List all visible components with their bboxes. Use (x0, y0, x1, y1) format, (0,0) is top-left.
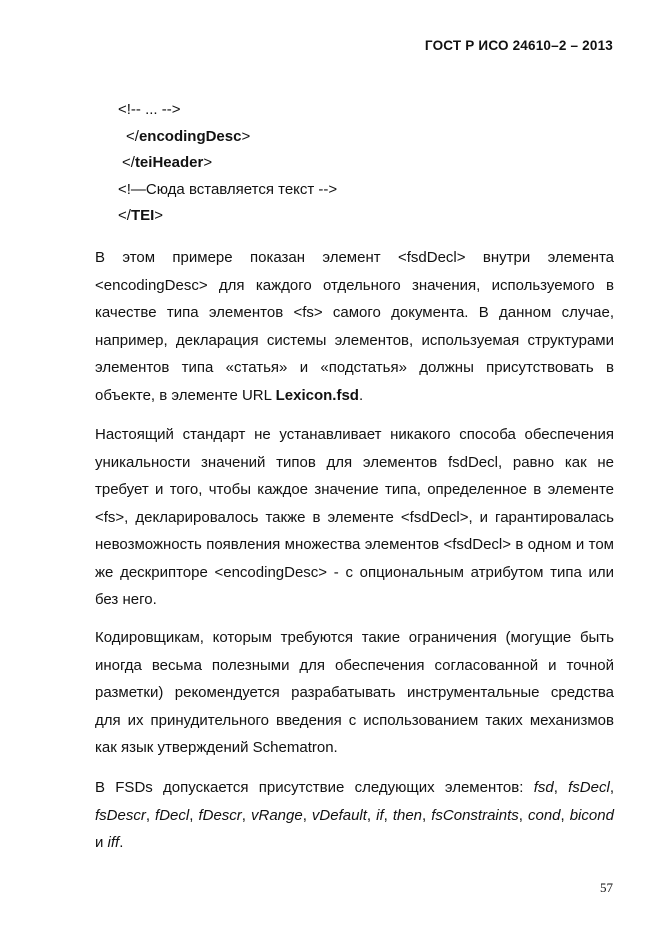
lexicon-file-name: Lexicon.fsd (275, 386, 359, 404)
code-bracket: > (241, 128, 251, 145)
element-name: fDecl (155, 806, 190, 824)
element-name: fDescr (198, 806, 242, 824)
paragraph-fsd-elements: В FSDs допускается присутствие следующих элементов: fsd, fsDecl, fsDescr, fDecl, fDescr, vRange, vDefault, if, then, fsConstraints, cond, bicond и iff. (95, 779, 614, 851)
element-name: fsDecl (568, 779, 610, 796)
element-name: iff (107, 834, 120, 851)
code-bracket: </ (126, 128, 139, 145)
code-line-comment: <!-- ... --> (118, 101, 181, 118)
code-line-tei-close (118, 206, 163, 226)
element-name: fsd (533, 779, 554, 796)
element-name: vRange (250, 806, 303, 824)
paragraph-uniqueness: Настоящий стандарт не устанавливает никакого способа обеспечения уникальности значений типов для элементов fsdDecl, равно как не требует и того, чтобы каждое значение типа, определенное в элементе <fs>, декларировалось также в элементе <fsdDecl>, и гарантировалась невозможность появления множества элементов <fsdDecl> в одном и том же дескрипторе <encodingDesc> - с опциональным атрибутом типа или без него. (95, 426, 614, 608)
code-line-text-comment: <!—Сюда вставляется текст --> (118, 181, 338, 198)
element-name: fsConstraints (431, 806, 519, 824)
document-header: ГОСТ Р ИСО 24610–2 – 2013 (424, 38, 613, 53)
code-bracket: </ (118, 207, 131, 224)
code-bracket: </ (122, 154, 135, 171)
code-bracket: > (203, 154, 213, 171)
paragraph-encoders: Кодировщикам, которым требуются такие ограничения (могущие быть иногда весьма полезными для обеспечения согласованной и точной разметки) рекомендуется разрабатывать инструментальные средства для их принудительного введения с использованием таких механизмов как язык утверждений Schematron. (95, 629, 614, 756)
element-name: if (376, 806, 384, 824)
element-name: cond (527, 806, 561, 824)
paragraph-fsddecl-example: В этом примере показан элемент <fsdDecl> внутри элемента <encodingDesc> для каждого отдельного значения, используемого в качестве типа элементов <fs> самого документа. В данном случае, например, декларация системы элементов, используемая структурами элементов типа «статья» и «подстатья» должны присутствовать в объекте, в элементе URL Lexicon.fsd. (95, 249, 614, 404)
element-name: then (392, 806, 423, 824)
code-tag-name: TEI (130, 207, 155, 224)
code-line-teiheader-close (122, 153, 212, 173)
code-tag-name: teiHeader (134, 154, 204, 171)
element-name: bicond (569, 806, 614, 824)
code-bracket: > (154, 207, 164, 224)
code-line-encodingdesc-close (126, 127, 250, 147)
code-tag-name: encodingDesc (138, 128, 242, 145)
element-name: fsDescr (95, 806, 146, 824)
element-name: vDefault (311, 806, 367, 824)
page-number: 57 (600, 880, 613, 895)
